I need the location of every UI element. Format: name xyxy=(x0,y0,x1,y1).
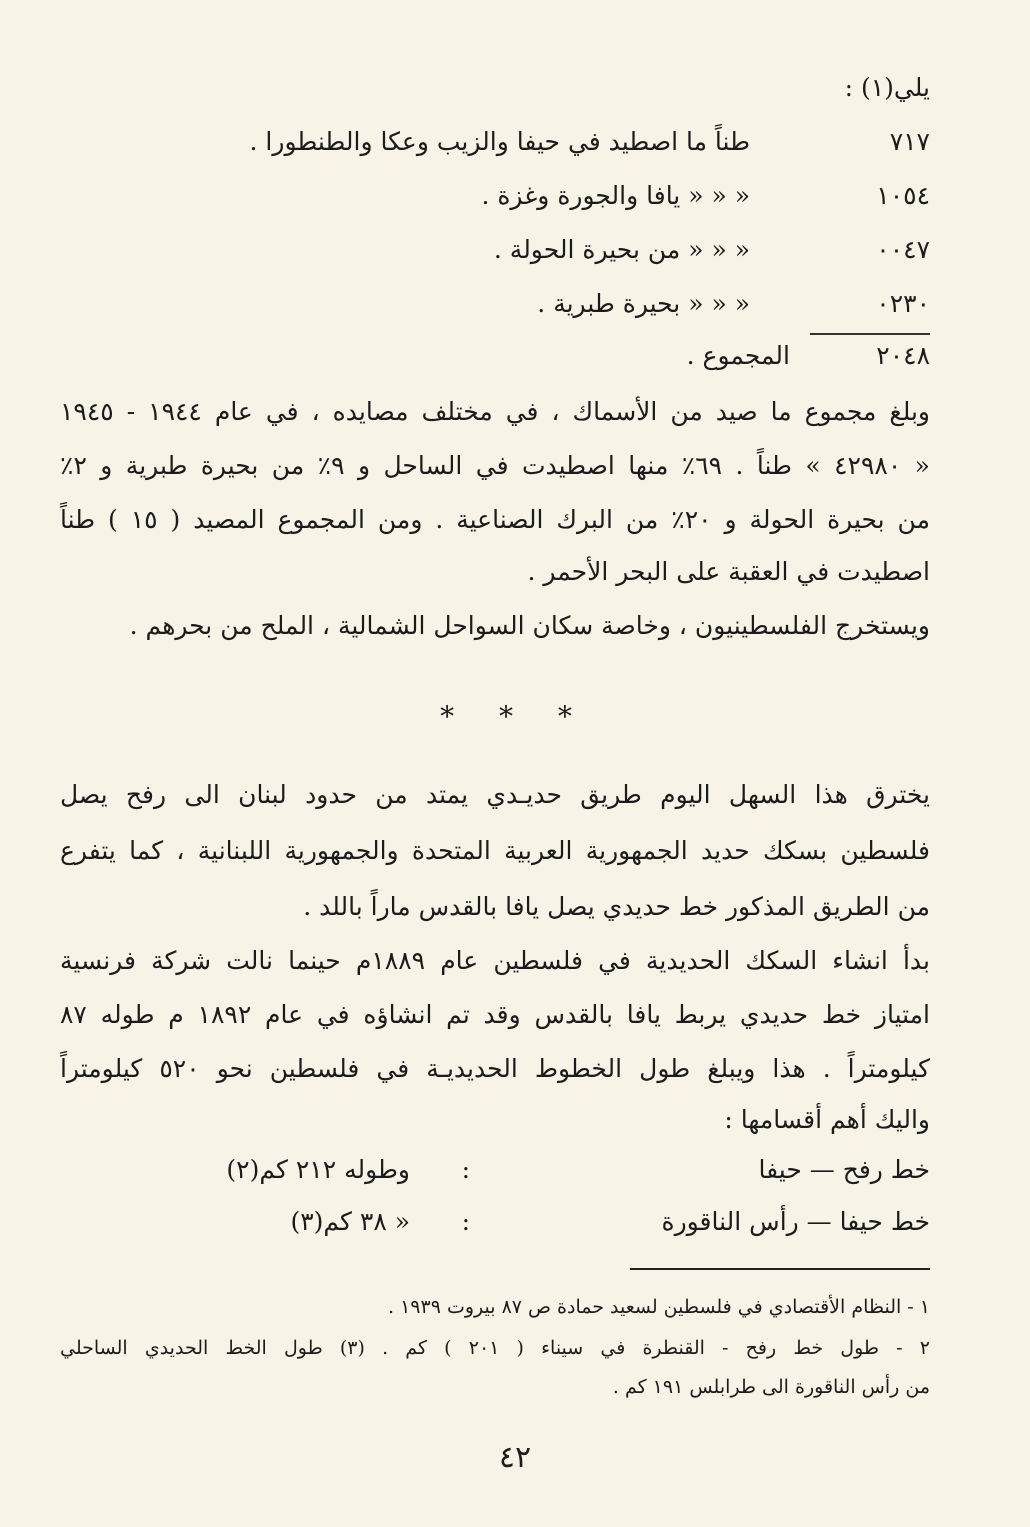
paragraph-line: كيلومتراً . هذا ويبلغ طول الخطوط الحديديـة في فلسطين نحو ٥٢٠ كيلومتراً xyxy=(60,1054,930,1083)
route-row xyxy=(60,1148,930,1192)
section-separator: * * * xyxy=(440,700,590,733)
total-row xyxy=(60,334,930,378)
route-row xyxy=(60,1200,930,1244)
route-colon: : xyxy=(461,1207,470,1236)
fish-location: « « « من بحيرة الحولة . xyxy=(493,235,750,264)
paragraph-line: وبلغ مجموع ما صيد من الأسماك ، في مختلف مصايده ، في عام ١٩٤٤ - ١٩٤٥ xyxy=(60,397,931,426)
paragraph-line: يخترق هذا السهل اليوم طريق حديـدي يمتد من حدود لبنان الى رفح يصل xyxy=(60,780,930,809)
footnote: من رأس الناقورة الى طرابلس ١٩١ كم . xyxy=(612,1376,930,1398)
fish-quantity: ٠٢٣٠ xyxy=(876,289,930,318)
total-quantity: ٢٠٤٨ xyxy=(876,341,930,370)
paragraph-line: من بحيرة الحولة و ٢٠٪ من البرك الصناعية . ومن المجموع المصيد ( ١٥ ) طناً xyxy=(60,505,930,534)
page-number: ٤٢ xyxy=(498,1440,532,1475)
paragraph-line: ويستخرج الفلسطينيون ، وخاصة سكان السواحل الشمالية ، الملح من بحرهم . xyxy=(129,611,930,640)
fish-row xyxy=(60,174,930,218)
fish-quantity: ٠٠٤٧ xyxy=(876,235,930,264)
fish-quantity: ١٠٥٤ xyxy=(876,181,930,210)
fish-location: « « « بحيرة طبرية . xyxy=(537,289,750,318)
route-length: « ٣٨ كم(٣) xyxy=(290,1207,410,1236)
fish-location: « « « يافا والجورة وغزة . xyxy=(481,181,750,210)
footnote: ٢ - طول خط رفح - القنطرة في سيناء ( ٢٠١ ) كم . (٣) طول الخط الحديدي الساحلي xyxy=(60,1337,930,1359)
fish-row xyxy=(60,120,930,164)
intro-line: يلي(١) : xyxy=(844,73,930,102)
total-label: المجموع . xyxy=(686,341,790,370)
route-name: خط حيفا — رأس الناقورة xyxy=(661,1207,930,1236)
fish-row xyxy=(60,282,930,326)
route-name: خط رفح — حيفا xyxy=(758,1155,930,1184)
footnote-rule xyxy=(630,1268,930,1270)
fish-location: طناً ما اصطيد في حيفا والزيب وعكا والطنطورا . xyxy=(249,127,750,156)
route-colon: : xyxy=(461,1155,470,1184)
paragraph-line: بدأ انشاء السكك الحديدية في فلسطين عام ١٨٨٩م حينما نالت شركة فرنسية xyxy=(60,946,931,975)
paragraph-line: « ٤٢٩٨٠ » طناً . ٦٩٪ منها اصطيدت في الساحل و ٩٪ من بحيرة طبرية و ٢٪ xyxy=(60,451,930,480)
paragraph-line: من الطريق المذكور خط حديدي يصل يافا بالقدس ماراً باللد . xyxy=(303,892,930,921)
footnote: ١ - النظام الأقتصادي في فلسطين لسعيد حمادة ص ٨٧ بيروت ١٩٣٩ . xyxy=(387,1296,930,1318)
fish-quantity: ٧١٧ xyxy=(889,127,930,156)
paragraph-line: واليك أهم أقسامها : xyxy=(724,1105,930,1134)
paragraph-line: اصطيدت في العقبة على البحر الأحمر . xyxy=(527,557,930,586)
paragraph-line: فلسطين بسكك حديد الجمهورية العربية المتحدة والجمهورية اللبنانية ، كما يتفرع xyxy=(60,836,930,865)
paragraph-line: امتياز خط حديدي يربط يافا بالقدس وقد تم انشاؤه في عام ١٨٩٢ م طوله ٨٧ xyxy=(60,1000,930,1029)
route-length: وطوله ٢١٢ كم(٢) xyxy=(226,1155,410,1184)
fish-row xyxy=(60,228,930,272)
